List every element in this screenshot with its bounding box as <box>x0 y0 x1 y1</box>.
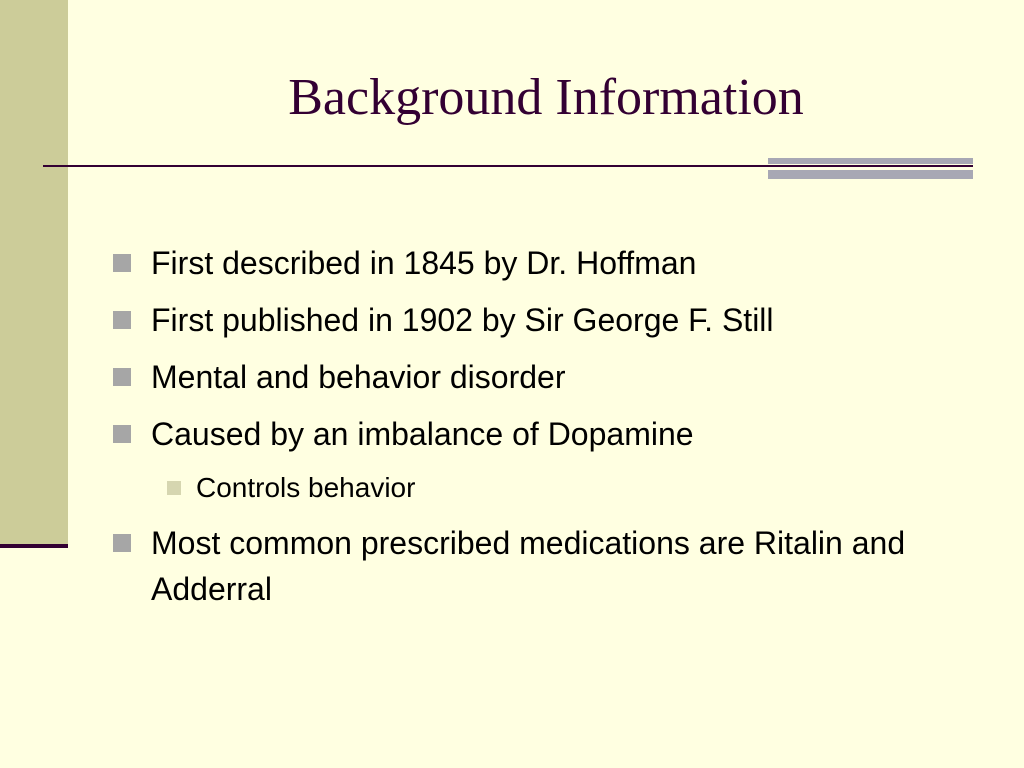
sub-bullet-text: Controls behavior <box>196 472 416 503</box>
bullet-item <box>113 297 993 343</box>
title-underline <box>43 165 973 167</box>
slide-title: Background Information <box>288 69 804 126</box>
left-decorative-band <box>0 0 68 545</box>
square-bullet-icon <box>113 425 131 443</box>
bullet-item <box>113 411 993 457</box>
left-accent-line <box>0 544 68 548</box>
square-bullet-icon <box>113 368 131 386</box>
sub-bullet-item <box>113 468 993 508</box>
rule-accent-bar-bottom <box>768 170 973 179</box>
bullet-text: Mental and behavior disorder <box>151 359 566 395</box>
bullet-text: First published in 1902 by Sir George F. Still <box>151 302 774 338</box>
square-bullet-icon <box>113 534 131 552</box>
bullet-text: Caused by an imbalance of Dopamine <box>151 416 694 452</box>
square-bullet-icon <box>113 311 131 329</box>
bullet-text: First described in 1845 by Dr. Hoffman <box>151 245 697 281</box>
bullet-text: Most common prescribed medications are Ritalin and Adderral <box>151 525 906 607</box>
bullet-item <box>113 520 993 612</box>
bullet-item <box>113 240 993 286</box>
bullet-item <box>113 354 993 400</box>
square-sub-bullet-icon <box>167 481 181 495</box>
bullet-list <box>113 240 993 623</box>
square-bullet-icon <box>113 254 131 272</box>
rule-accent-bar-top <box>768 158 973 164</box>
